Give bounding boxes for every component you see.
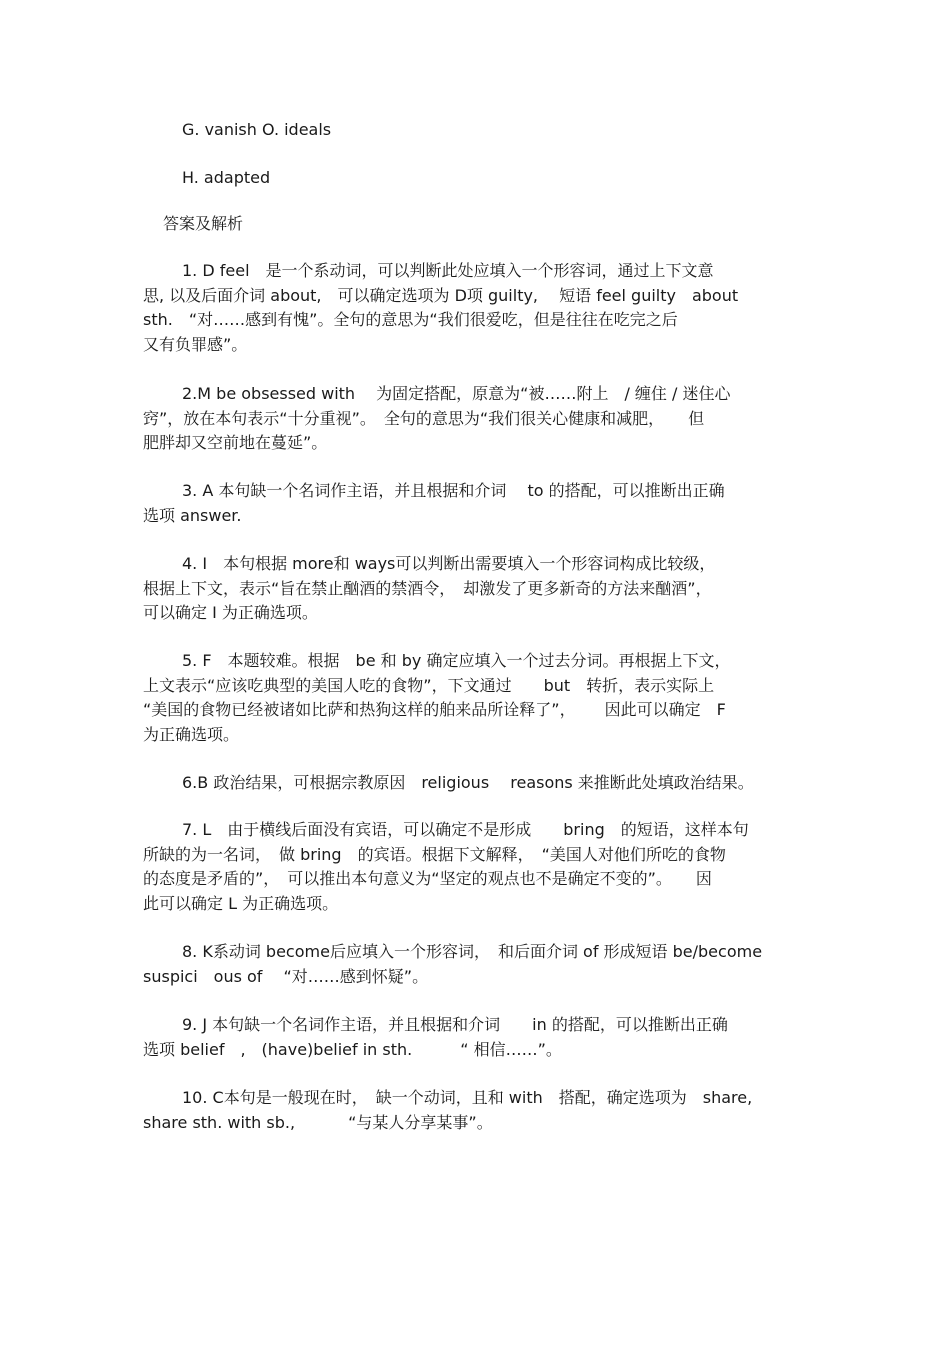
answer-paragraph-7: [143, 818, 811, 916]
text-line: sth. “对……感到有愧”。全句的意思为“我们很爱吃，但是往往在吃完之后: [143, 310, 678, 329]
answer-paragraph-10: [143, 1086, 811, 1135]
text-line: suspici ous of “对……感到怀疑”。: [143, 966, 429, 986]
text-line: 所缺的为一名词， 做 bring 的宾语。根据下文解释， “美国人对他们所吃的食物: [143, 844, 726, 864]
text-line: 4. I 本句根据 more和 ways可以判断出需要填入一个形容词构成比较级，: [182, 554, 716, 573]
text-line: “美国的食物已经被诸如比萨和热狗这样的舶来品所诠释了”， 因此可以确定 F: [143, 700, 726, 719]
text-line: 5. F 本题较难。根据 be 和 by 确定应填入一个过去分词。再根据上下文，: [182, 651, 731, 670]
text-line: 选项 answer.: [143, 505, 242, 525]
text-line: 上文表示“应该吃典型的美国人吃的食物”，下文通过 but 转折，表示实际上: [143, 675, 715, 695]
text-line: 思, 以及后面介词 about, 可以确定选项为 D项 guilty, 短语 feel guilty about: [143, 285, 739, 305]
text-line: 1. D feel 是一个系动词，可以判断此处应填入一个形容词，通过上下文意: [182, 261, 714, 280]
answer-paragraph-4: [143, 552, 811, 626]
text-line: 此可以确定 L 为正确选项。: [143, 893, 339, 913]
text-line: 为正确选项。: [143, 724, 240, 744]
option-line-g: G. vanish O. ideals: [182, 120, 332, 139]
text-line: 9. J 本句缺一个名词作主语，并且根据和介词 in 的搭配，可以推断出正确: [182, 1015, 728, 1034]
text-line: 又有负罪感”。: [143, 334, 248, 354]
text-line: 6.B 政治结果，可根据宗教原因 religious reasons 来推断此处填政治结果。: [182, 773, 754, 792]
answer-paragraph-1: [143, 259, 811, 357]
text-line: 10. C本句是一般现在时， 缺一个动词，且和 with 搭配，确定选项为 share,: [182, 1088, 753, 1107]
text-line: 肥胖却又空前地在蔓延”。: [143, 433, 328, 452]
answer-paragraph-3: [143, 479, 811, 528]
answer-paragraph-6: [143, 771, 811, 796]
text-line: 2.M be obsessed with 为固定搭配，原意为“被……附上 / 缠住 / 迷住心: [182, 384, 731, 403]
text-line: 3. A 本句缺一个名词作主语，并且根据和介词 to 的搭配，可以推断出正确: [182, 481, 725, 500]
text-line: 窍”，放在本句表示“十分重视”。 全句的意思为“我们很关心健康和减肥， 但: [143, 408, 705, 428]
text-line: 8. K系动词 become后应填入一个形容词， 和后面介词 of 形成短语 be/become: [182, 942, 763, 961]
text-line: 选项 belief , (have)belief in sth. “ 相信……”。: [143, 1039, 562, 1059]
text-line: 的态度是矛盾的”， 可以推出本句意义为“坚定的观点也不是确定不变的”。 因: [143, 869, 712, 888]
answer-paragraph-9: [143, 1013, 811, 1062]
answers-heading: 答案及解析: [163, 214, 244, 233]
answer-paragraph-8: [143, 940, 811, 989]
answer-paragraph-2: [143, 382, 811, 456]
text-line: 可以确定 I 为正确选项。: [143, 603, 318, 622]
text-line: 7. L 由于横线后面没有宾语，可以确定不是形成 bring 的短语，这样本句: [182, 820, 749, 839]
text-line: share sth. with sb., “与某人分享某事”。: [143, 1112, 493, 1132]
answer-paragraph-5: [143, 649, 811, 747]
option-line-h: H. adapted: [182, 168, 271, 187]
text-line: 根据上下文，表示“旨在禁止酗酒的禁酒令， 却激发了更多新奇的方法来酗酒”，: [143, 578, 712, 598]
